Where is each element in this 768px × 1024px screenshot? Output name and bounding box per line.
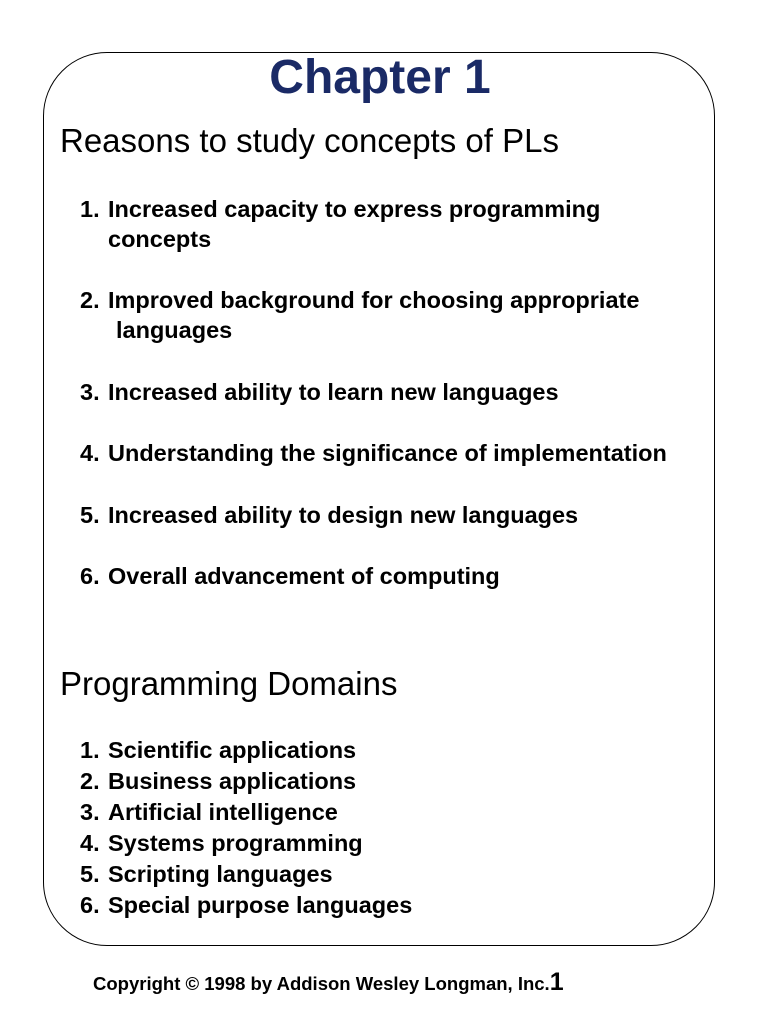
item-number: 6. (80, 892, 100, 918)
chapter-title: Chapter 1 (269, 51, 491, 104)
footer (93, 965, 564, 1001)
item-text: Increased ability to learn new languages (108, 379, 559, 405)
list-item (80, 561, 500, 591)
list-item (80, 194, 600, 254)
item-text: Increased ability to design new languages (108, 502, 579, 528)
page-number: 1 (549, 968, 564, 996)
item-number: 4. (80, 830, 100, 856)
list-item (80, 859, 412, 890)
item-text-continued: concepts (108, 226, 212, 252)
list-item (80, 828, 412, 859)
item-number: 6. (80, 563, 100, 589)
item-text: Scripting languages (108, 861, 333, 887)
list-item (80, 797, 412, 828)
item-number: 2. (80, 287, 100, 313)
copyright-text: Copyright © 1998 by Addison Wesley Longman, Inc. (93, 973, 550, 994)
item-number: 3. (80, 799, 100, 825)
item-text: Business applications (108, 768, 357, 794)
item-number: 5. (80, 861, 100, 887)
list-item (80, 766, 412, 797)
item-number: 1. (80, 196, 100, 222)
list-item (80, 735, 412, 766)
domains-list (80, 735, 412, 921)
item-number: 3. (80, 379, 100, 405)
list-item (80, 285, 639, 345)
item-text: Artificial intelligence (108, 799, 338, 825)
item-text: Improved background for choosing appropriate (108, 287, 640, 313)
heading-domains: Programming Domains (60, 665, 398, 702)
item-text: Special purpose languages (108, 892, 413, 918)
item-text-continued: languages (116, 317, 233, 343)
item-number: 4. (80, 440, 100, 466)
item-text: Increased capacity to express programming (108, 196, 601, 222)
item-text: Systems programming (108, 830, 363, 856)
item-number: 5. (80, 502, 100, 528)
list-item (80, 377, 559, 407)
heading-reasons: Reasons to study concepts of PLs (60, 122, 559, 159)
list-item (80, 500, 578, 530)
item-text: Overall advancement of computing (108, 563, 500, 589)
item-text: Scientific applications (108, 737, 357, 763)
list-item (80, 438, 667, 468)
item-number: 1. (80, 737, 100, 763)
item-number: 2. (80, 768, 100, 794)
list-item (80, 890, 412, 921)
item-text: Understanding the significance of implementation (108, 440, 667, 466)
